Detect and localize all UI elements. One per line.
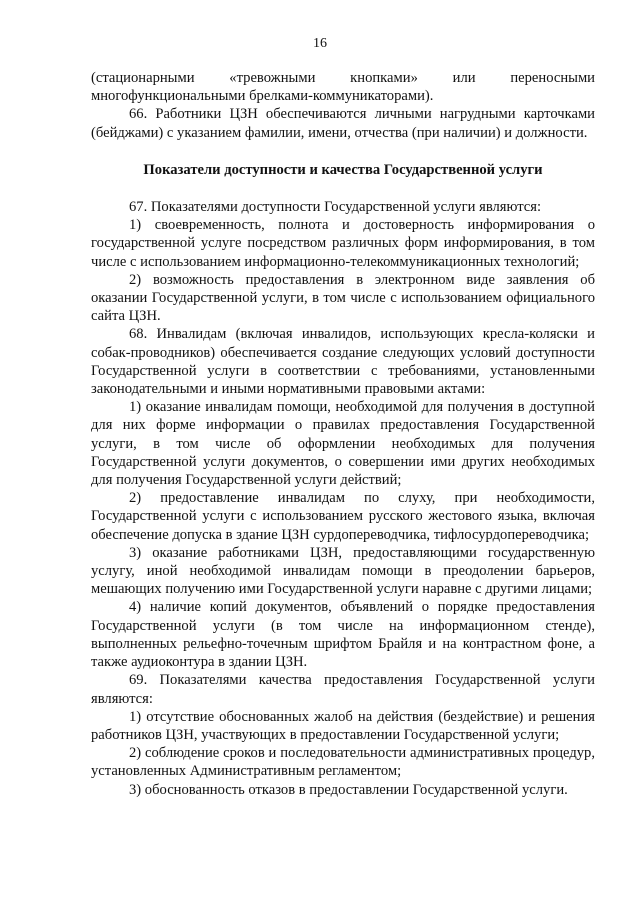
document-body: [91, 69, 595, 799]
paragraph-continuation: (стационарными «тревожными кнопками» или переносными многофункциональными брелками-коммуникаторами).: [91, 70, 595, 105]
page-number: 16: [313, 36, 327, 51]
paragraph-68-item-3: 3) оказание работниками ЦЗН, предоставляющими государственную услугу, иной необходимой инвалидам помощи в преодолении барьеров, мешающих получению ими Государственной услуги наравне с другими лицами;: [91, 544, 595, 598]
paragraph-69-item-2: 2) соблюдение сроков и последовательности административных процедур, установленных Административным регламентом;: [91, 745, 595, 780]
paragraph-67-item-1: 1) своевременность, полнота и достоверность информирования о государственной услуге посредством различных форм информирования, в том числе с использованием информационно-телекоммуникационных технологий;: [91, 217, 595, 270]
paragraph-67-item-2: 2) возможность предоставления в электронном виде заявления об оказании Государственной услуги, в том числе с использованием официального сайта ЦЗН.: [91, 271, 595, 325]
section-heading: Показатели доступности и качества Государственной услуги: [143, 161, 543, 178]
paragraph-69-item-3: 3) обоснованность отказов в предоставлении Государственной услуги.: [129, 781, 568, 798]
paragraph-69: 69. Показателями качества предоставления Государственной услуги являются:: [91, 672, 595, 707]
paragraph-69-item-1: 1) отсутствие обоснованных жалоб на действия (бездействие) и решения работников ЦЗН, участвующих в предоставлении Государственной услуги;: [91, 708, 595, 743]
paragraph-66: 66. Работники ЦЗН обеспечиваются личными нагрудными карточками (бейджами) с указанием фамилии, имени, отчества (при наличии) и должности.: [91, 106, 595, 141]
paragraph-68-item-2: 2) предоставление инвалидам по слуху, при необходимости, Государственной услуги с использованием русского жестового языка, включая обеспечение допуска в здание ЦЗН сурдопереводчика, тифлосурдопереводчика;: [91, 490, 595, 543]
paragraph-67: 67. Показателями доступности Государственной услуги являются:: [129, 199, 542, 216]
paragraph-68-item-1: 1) оказание инвалидам помощи, необходимой для получения в доступной для них форме информации о правилах предоставления Государственной услуги, в том числе об оформлении необходимых для получения Государственной услуги документов, о совершении ими других необходимых для получения Государственной услуги действий;: [91, 399, 595, 489]
paragraph-68: 68. Инвалидам (включая инвалидов, использующих кресла-коляски и собак-проводников) обеспечивается создание следующих условий доступности Государственной услуги в соответствии с требованиями, установленными законодательными и иными нормативными правовыми актами:: [91, 326, 595, 398]
paragraph-68-item-4: 4) наличие копий документов, объявлений о порядке предоставления Государственной услуги (в том числе на информационном стенде), выполненных рельефно-точечным шрифтом Брайля и на контрастном фоне, а также аудиоконтура в здании ЦЗН.: [91, 599, 595, 671]
